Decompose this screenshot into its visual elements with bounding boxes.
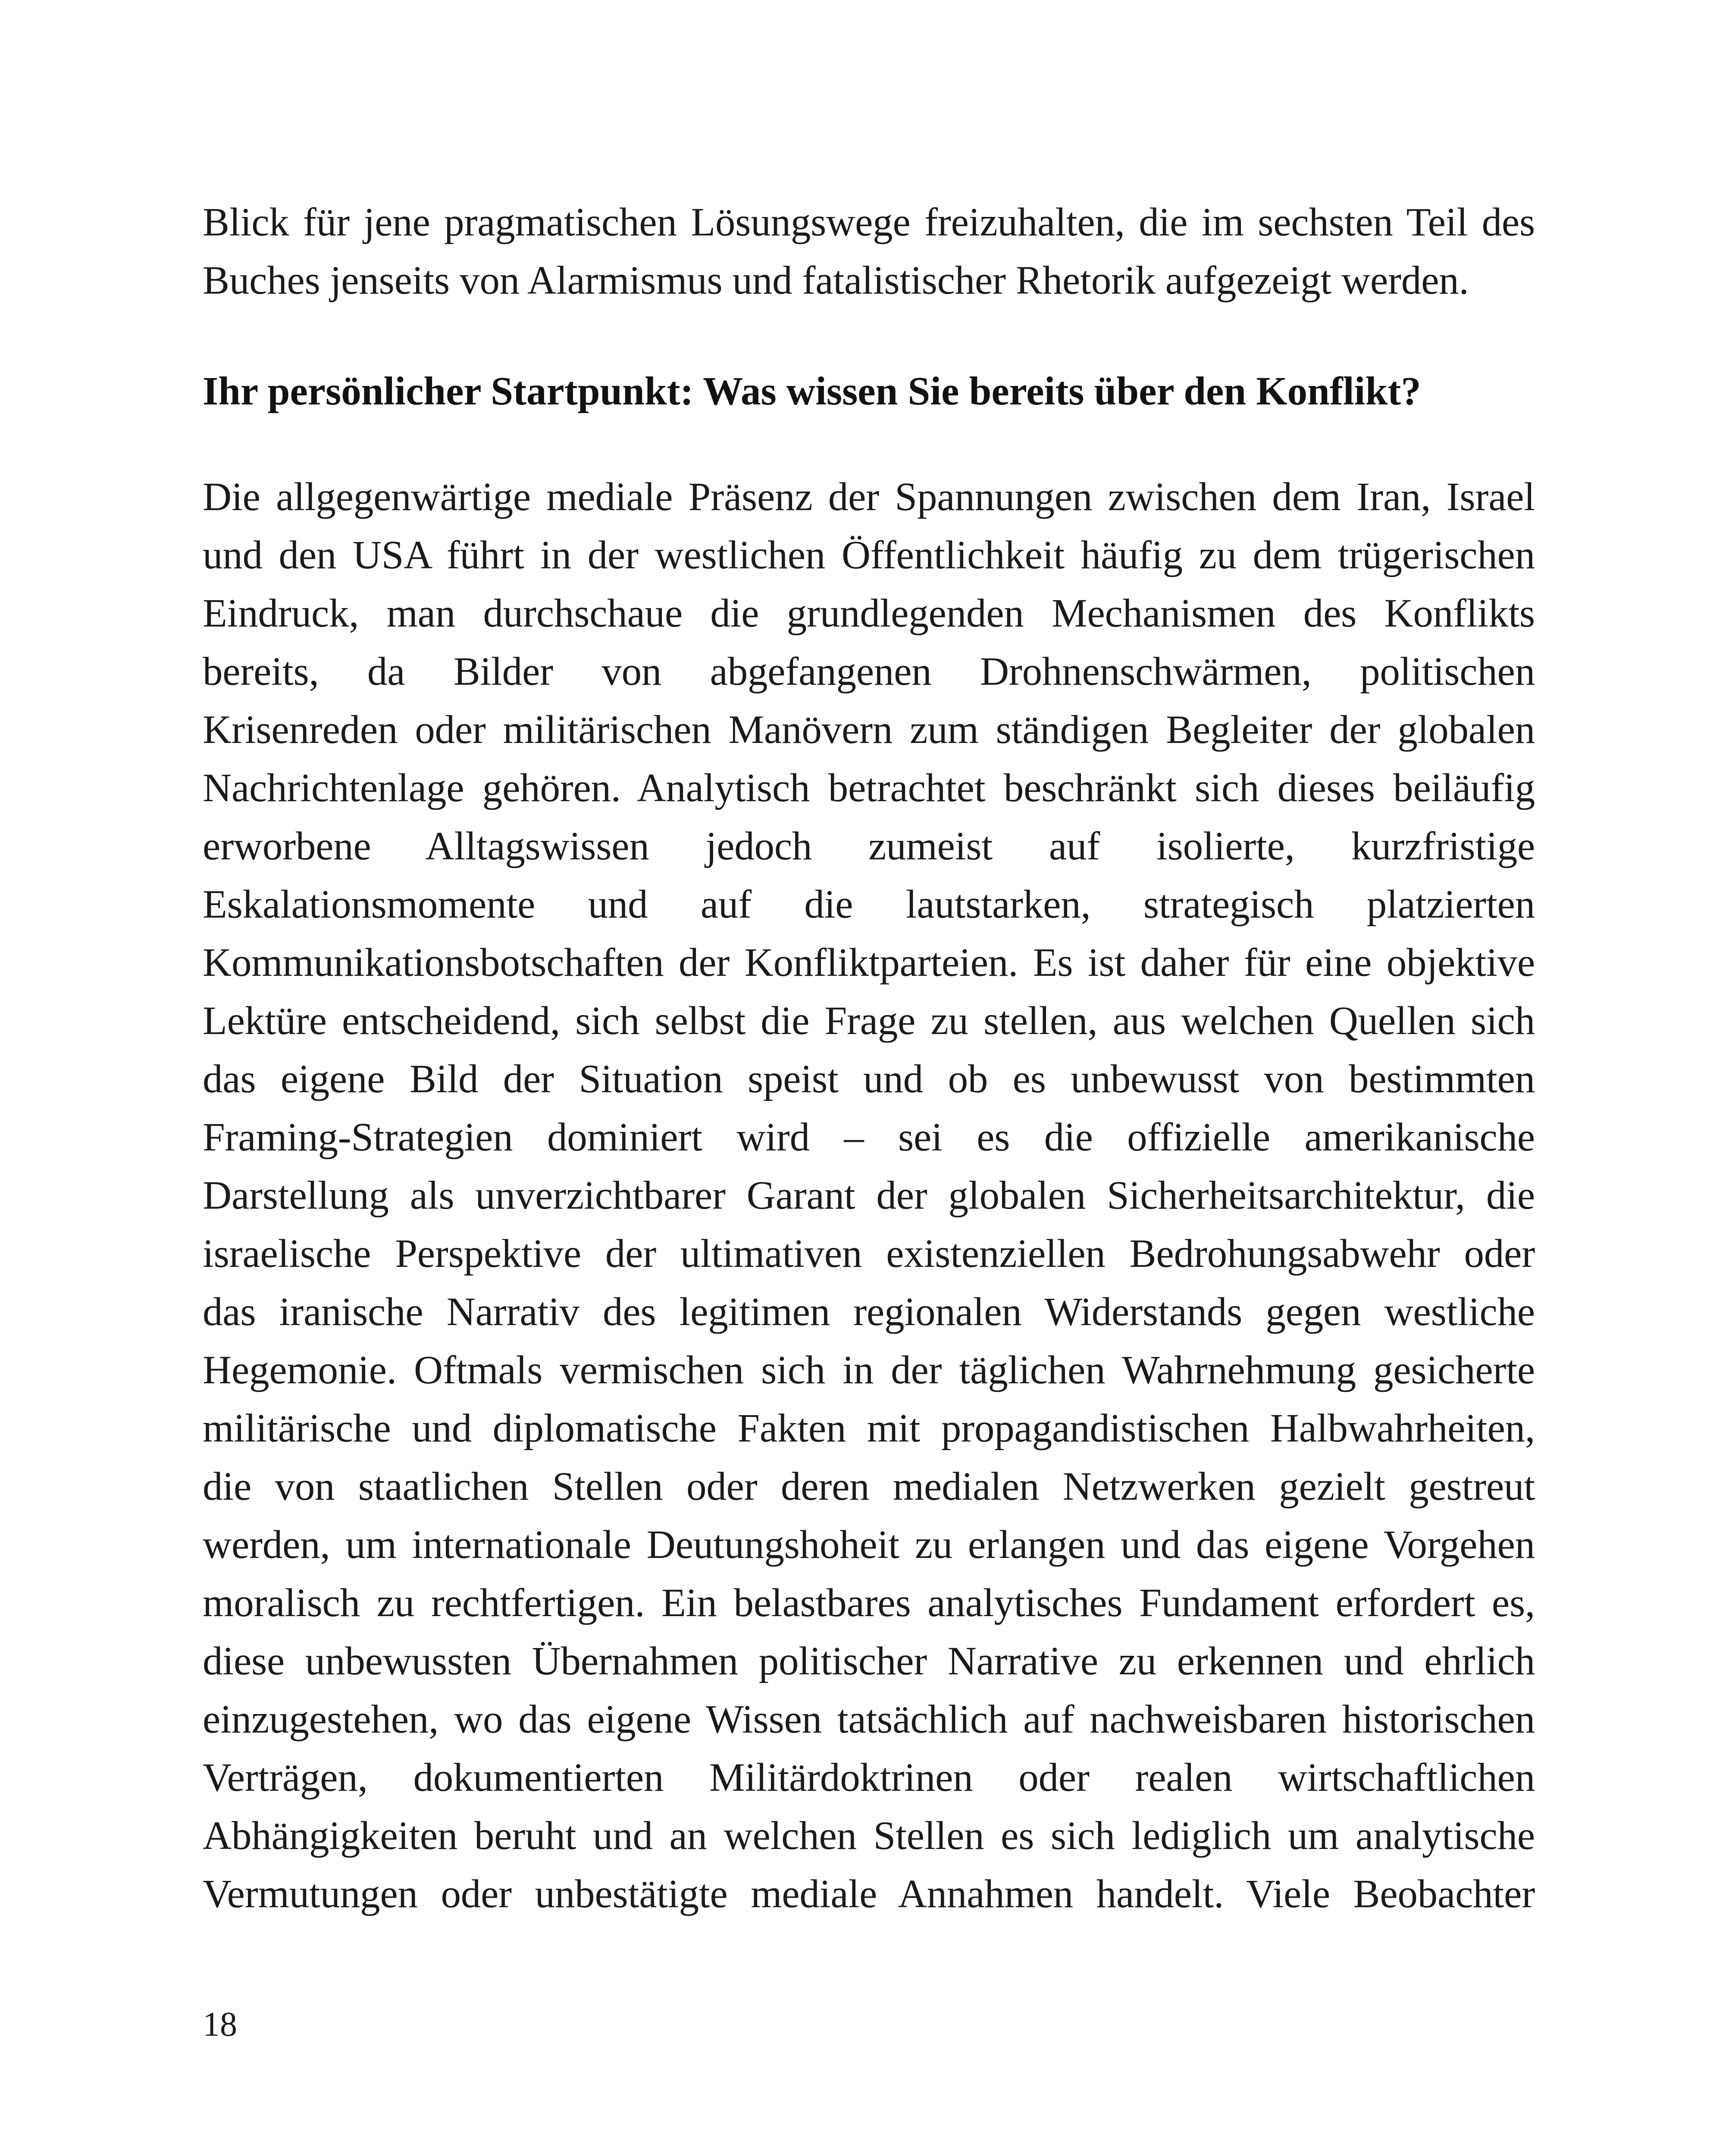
section-heading: Ihr persönlicher Startpunkt: Was wissen Sie bereits über den Konflikt? xyxy=(203,369,1421,414)
body-line: Darstellung als unverzichtbarer Garant der globalen Sicherheitsarchitektur, die xyxy=(203,1173,1535,1218)
body-line: Eindruck, man durchschaue die grundlegenden Mechanismen des Konflikts xyxy=(203,591,1535,636)
body-line: moralisch zu rechtfertigen. Ein belastbares analytisches Fundament erfordert es, xyxy=(203,1581,1535,1625)
page-number: 18 xyxy=(203,2006,237,2043)
body-line: Hegemonie. Oftmals vermischen sich in der täglichen Wahrnehmung gesicherte xyxy=(203,1348,1535,1392)
body-line: Nachrichtenlage gehören. Analytisch betrachtet beschränkt sich dieses beiläufig xyxy=(203,766,1535,810)
intro-line: Blick für jene pragmatischen Lösungswege freizuhalten, die im sechsten Teil des xyxy=(203,200,1535,244)
body-line: Die allgegenwärtige mediale Präsenz der Spannungen zwischen dem Iran, Israel xyxy=(203,475,1535,519)
body-line: Vermutungen oder unbestätigte mediale Annahmen handelt. Viele Beobachter xyxy=(203,1872,1535,1916)
body-line: das iranische Narrativ des legitimen regionalen Widerstands gegen westliche xyxy=(203,1290,1535,1334)
body-line: werden, um internationale Deutungshoheit zu erlangen und das eigene Vorgehen xyxy=(203,1523,1535,1567)
intro-line: Buches jenseits von Alarmismus und fatalistischer Rhetorik aufgezeigt werden. xyxy=(203,258,1469,303)
body-line: Eskalationsmomente und auf die lautstarken, strategisch platzierten xyxy=(203,882,1535,927)
body-line: Abhängigkeiten beruht und an welchen Stellen es sich lediglich um analytische xyxy=(203,1814,1535,1858)
body-line: Krisenreden oder militärischen Manövern zum ständigen Begleiter der globalen xyxy=(203,708,1535,752)
body-line: erworbene Alltagswissen jedoch zumeist auf isolierte, kurzfristige xyxy=(203,824,1535,868)
body-line: Verträgen, dokumentierten Militärdoktrinen oder realen wirtschaftlichen xyxy=(203,1755,1535,1800)
body-line: einzugestehen, wo das eigene Wissen tatsächlich auf nachweisbaren historischen xyxy=(203,1697,1535,1742)
body-line: Kommunikationsbotschaften der Konfliktparteien. Es ist daher für eine objektive xyxy=(203,940,1535,985)
body-line: bereits, da Bilder von abgefangenen Drohnenschwärmen, politischen xyxy=(203,649,1535,694)
intro-paragraph xyxy=(203,193,1535,310)
body-line: militärische und diplomatische Fakten mit propagandistischen Halbwahrheiten, xyxy=(203,1406,1535,1451)
body-line: die von staatlichen Stellen oder deren medialen Netzwerken gezielt gestreut xyxy=(203,1464,1535,1509)
body-line: Framing-Strategien dominiert wird – sei es die offizielle amerikanische xyxy=(203,1115,1535,1159)
body-line: das eigene Bild der Situation speist und ob es unbewusst von bestimmten xyxy=(203,1057,1535,1101)
body-paragraph xyxy=(203,468,1535,1923)
body-line: diese unbewussten Übernahmen politischer Narrative zu erkennen und ehrlich xyxy=(203,1639,1535,1683)
body-line: israelische Perspektive der ultimativen existenziellen Bedrohungsabwehr oder xyxy=(203,1232,1535,1276)
body-line: und den USA führt in der westlichen Öffentlichkeit häufig zu dem trügerischen xyxy=(203,533,1535,577)
body-line: Lektüre entscheidend, sich selbst die Frage zu stellen, aus welchen Quellen sich xyxy=(203,999,1535,1043)
